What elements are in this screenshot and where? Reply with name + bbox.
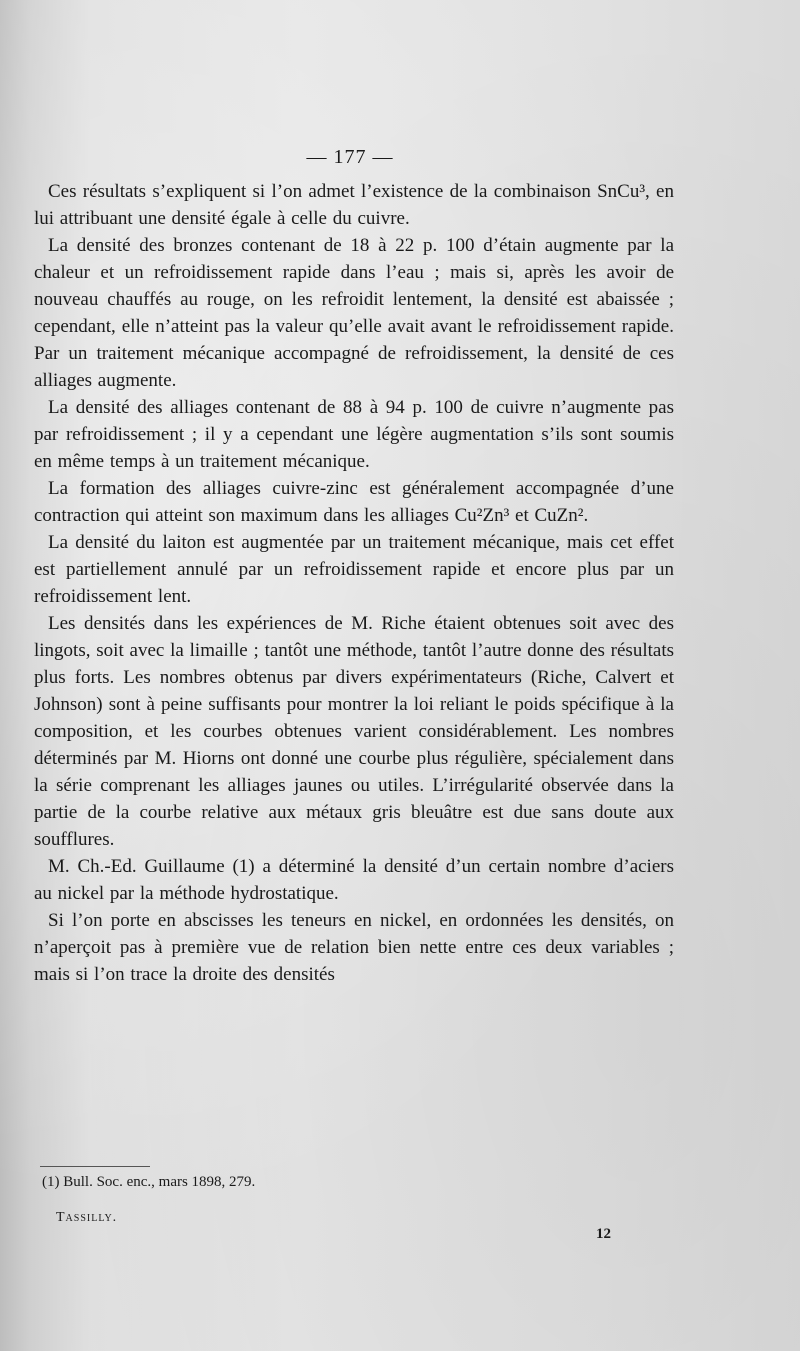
body-text <box>34 178 674 988</box>
signature-mark: Tassilly. <box>56 1210 118 1225</box>
paragraph: M. Ch.-Ed. Guillaume (1) a déterminé la densité d’un certain nombre d’aciers au nickel par la méthode hydrostatique. <box>34 856 674 904</box>
footnote: (1) Bull. Soc. enc., mars 1898, 279. <box>42 1174 256 1190</box>
paragraph: Ces résultats s’expliquent si l’on admet l’existence de la combinaison SnCu³, en lui attribuant une densité égale à celle du cuivre. <box>34 181 674 229</box>
page-number: — 177 — <box>306 146 394 168</box>
paragraph: Si l’on porte en abscisses les teneurs en nickel, en ordonnées les densités, on n’aperçoit pas à première vue de relation bien nette entre ces deux variables ; mais si l’on trace la droite des densités <box>34 910 674 985</box>
sheet-number: 12 <box>596 1226 611 1242</box>
paragraph: La formation des alliages cuivre-zinc est généralement accompagnée d’une contraction qui atteint son maximum dans les alliages Cu²Zn³ et CuZn². <box>34 478 674 526</box>
footnote-divider <box>40 1166 150 1167</box>
paragraph: Les densités dans les expériences de M. Riche étaient obtenues soit avec des lingots, soit avec la limaille ; tantôt une méthode, tantôt l’autre donne des résultats plus forts. Les nombres obtenus par divers expérimentateurs (Riche, Calvert et Johnson) sont à peine suffisants pour montrer la loi reliant le poids spécifique à la composition, et les courbes obtenues varient considérablement. Les nombres déterminés par M. Hiorns ont donné une courbe plus régulière, spécialement dans la série comprenant les alliages jaunes ou utiles. L’irrégularité observée dans la partie de la courbe relative aux métaux gris bleuâtre est due sans doute aux soufflures. <box>34 613 674 850</box>
paragraph: La densité des bronzes contenant de 18 à 22 p. 100 d’étain augmente par la chaleur et un refroidissement rapide dans l’eau ; mais si, après les avoir de nouveau chauffés au rouge, on les refroidit lentement, la densité est abaissée ; cependant, elle n’atteint pas la valeur qu’elle avait avant le refroidissement rapide. Par un traitement mécanique accompagné de refroidissement, la densité de ces alliages augmente. <box>34 235 674 391</box>
paragraph: La densité du laiton est augmentée par un traitement mécanique, mais cet effet est partiellement annulé par un refroidissement rapide et encore plus par un refroidissement lent. <box>34 532 674 607</box>
paragraph: La densité des alliages contenant de 88 à 94 p. 100 de cuivre n’augmente pas par refroidissement ; il y a cependant une légère augmentation s’ils sont soumis en même temps à un traitement mécanique. <box>34 397 674 472</box>
